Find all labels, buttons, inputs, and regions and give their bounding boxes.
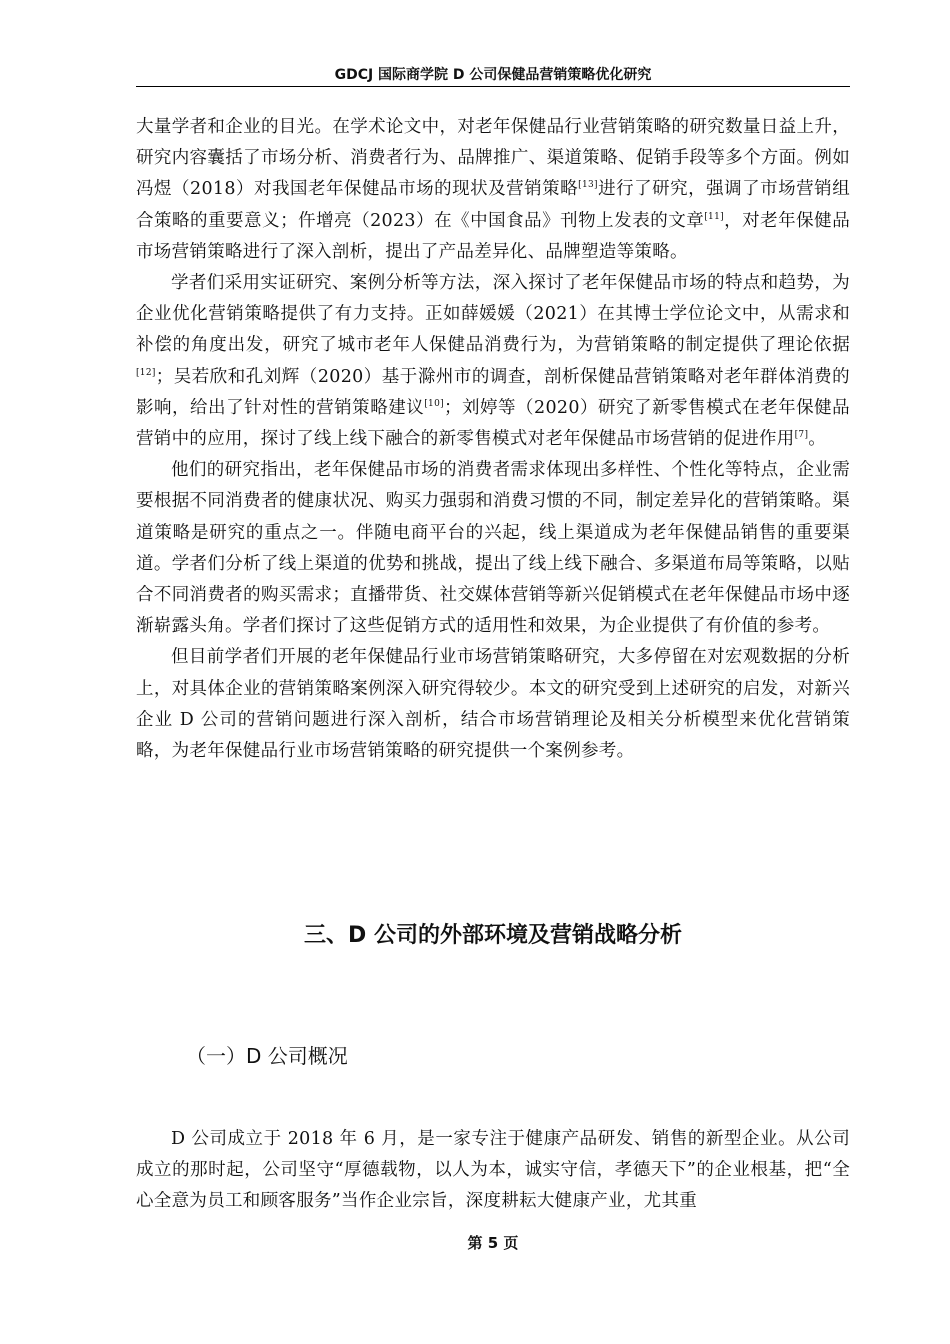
paragraph-3 (136, 455, 850, 642)
paragraph-1 (136, 112, 850, 268)
text-run: ；吴若欣和孔刘辉（2020）基于滁州市的调查，剖析保健品营销策略对老年群体消费的影响，给出了针对性的营销策略建议 (136, 366, 850, 418)
text-run: 学者们采用实证研究、案例分析等方法，深入探讨了老年保健品市场的特点和趋势，为企业优化营销策略提供了有力支持。正如薛媛媛（2021）在其博士学位论文中，从需求和补偿的角度出发，研究了城市老年人保健品消费行为，为营销策略的制定提供了理论依据 (136, 273, 850, 356)
running-header: GDCJ 国际商学院 D 公司保健品营销策略优化研究 (334, 67, 652, 83)
text-run: 。 (808, 429, 827, 450)
text-run: 他们的研究指出，老年保健品市场的消费者需求体现出多样性、个性化等特点，企业需要根据不同消费者的健康状况、购买力强弱和消费习惯的不同，制定差异化的营销策略。渠道策略是研究的重点之一。伴随电商平台的兴起，线上渠道成为老年保健品销售的重要渠道。学者们分析了线上渠道的优势和挑战，提出了线上线下融合、多渠道布局等策略，以贴合不同消费者的购买需求；直播带货、社交媒体营销等新兴促销模式在老年保健品市场中逐渐崭露头角。学者们探讨了这些促销方式的适用性和效果，为企业提供了有价值的参考。 (136, 460, 850, 637)
header-rule (136, 86, 850, 87)
paragraph-5: D 公司成立于 2018 年 6 月，是一家专注于健康产品研发、销售的新型企业。从公司成立的那时起，公司坚守“厚德载物，以人为本，诚实守信，孝德天下”的企业根基，把“全心全意为员工和顾客服务”当作企业宗旨，深度耕耘大健康产业，尤其重 (136, 1129, 850, 1212)
text-run: 但目前学者们开展的老年保健品行业市场营销策略研究，大多停留在对宏观数据的分析上，对具体企业的营销策略案例深入研究得较少。本文的研究受到上述研究的启发，对新兴企业 D 公司的营销问题进行深入剖析，结合市场营销理论及相关分析模型来优化营销策略，为老年保健品行业市场营销策略的研究提供一个案例参考。 (136, 647, 850, 762)
text-run: 进行了研究，强调了市场营销组合策略的重要意义；仵增亮（2023）在《中国食品》刊物上发表的文章 (136, 179, 850, 231)
paragraph-2 (136, 268, 850, 455)
body-text-continued (136, 1124, 850, 1218)
body-text (136, 112, 850, 767)
text-run: ，对老年保健品市场营销策略进行了深入剖析，提出了产品差异化、品牌塑造等策略。 (136, 210, 850, 262)
citation: [10] (424, 399, 444, 409)
subsection-heading: （一）D 公司概况 (186, 1044, 348, 1068)
paragraph-4 (136, 642, 850, 767)
text-run: ；刘婷等（2020）研究了新零售模式在老年保健品营销中的应用，探讨了线上线下融合的新零售模式对老年保健品市场营销的促进作用 (136, 397, 850, 450)
citation: [13] (578, 180, 598, 191)
citation: [12] (136, 367, 156, 378)
page-number: 第 5 页 (467, 1234, 519, 1252)
text-run: 大量学者和企业的目光。在学术论文中，对老年保健品行业营销策略的研究数量日益上升，研究内容囊括了市场分析、消费者行为、品牌推广、渠道策略、促销手段等多个方面。例如冯煜（2018）对我国老年保健品市场的现状及营销策略 (136, 117, 850, 200)
section-heading: 三、D 公司的外部环境及营销战略分析 (304, 923, 682, 948)
citation: [11] (704, 211, 724, 222)
citation: [7] (794, 430, 809, 441)
